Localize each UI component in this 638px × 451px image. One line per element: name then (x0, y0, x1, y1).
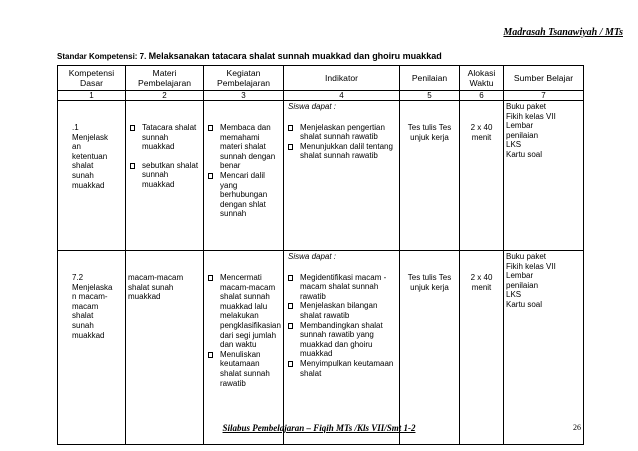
checkbox-icon (130, 125, 135, 131)
indikator-cell (284, 251, 400, 445)
column-number: 1 (58, 91, 126, 101)
kd-cell (58, 101, 126, 251)
list-item: Menuliskan keutamaan shalat sunnah rawatib (206, 350, 281, 388)
alokasi-cell: 2 x 40 menit (460, 251, 504, 445)
list-item: Menyimpulkan keutamaan shalat (286, 359, 397, 378)
column-number: 2 (126, 91, 204, 101)
table-row (58, 101, 584, 251)
sumber-line: penilaian (506, 280, 539, 290)
penilaian-cell: Tes tulis Tes unjuk kerja (400, 101, 460, 251)
checkbox-icon (208, 125, 213, 131)
kd-line: sunah (72, 170, 94, 180)
kd-line: shalat (72, 311, 94, 321)
column-number: 4 (284, 91, 400, 101)
kd-line: an (72, 142, 81, 152)
checkbox-icon (288, 361, 293, 367)
checkbox-icon (288, 303, 293, 309)
header-materi: Materi Pembelajaran (126, 66, 204, 91)
sumber-cell (504, 101, 584, 251)
sumber-line: Buku paket (506, 102, 547, 111)
footer-title: Silabus Pembelajaran – Fiqih MTs /Kls VII/Smt 1-2 (222, 423, 416, 433)
sumber-cell (504, 251, 584, 445)
alokasi-cell: 2 x 40 menit (460, 101, 504, 251)
syllabus-table (57, 65, 584, 445)
standard-text: Melaksanakan tatacara shalat sunnah muakkad dan ghoiru muakkad (148, 51, 442, 61)
kd-line: macam (72, 301, 99, 311)
header-penilaian: Penilaian (400, 66, 460, 91)
sumber-line: Fikih kelas VII (506, 111, 556, 121)
table-header-row (58, 66, 584, 91)
checkbox-icon (288, 144, 293, 150)
sumber-line: Buku paket (506, 252, 547, 261)
kegiatan-cell (204, 101, 284, 251)
sumber-line: Kartu soal (506, 299, 543, 309)
sumber-line: Kartu soal (506, 149, 543, 159)
header-kegiatan: Kegiatan Pembelajaran (204, 66, 284, 91)
header-indikator: Indikator (284, 66, 400, 91)
header-alokasi: Alokasi Waktu (460, 66, 504, 91)
checkbox-icon (288, 125, 293, 131)
column-number: 5 (400, 91, 460, 101)
list-item: Tatacara shalat sunnah muakkad (128, 123, 201, 152)
kd-cell (58, 251, 126, 445)
list-item: sebutkan shalat sunnah muakkad (128, 161, 201, 190)
header-kompetensi: Kompetensi Dasar (58, 66, 126, 91)
kegiatan-cell (204, 251, 284, 445)
sumber-line: LKS (506, 290, 522, 300)
sumber-line: LKS (506, 140, 522, 150)
kd-line: ketentuan (72, 151, 108, 161)
school-header: Madrasah Tsanawiyah / MTs (503, 27, 623, 38)
kd-line: shalat (72, 161, 94, 171)
sumber-line: Fikih kelas VII (506, 261, 556, 271)
list-item: Megidentifikasi macam -macam shalat sunnah rawatib (286, 273, 397, 302)
standard-label: Standar Kompetensi: 7. (57, 52, 147, 61)
checkbox-icon (288, 275, 293, 281)
sumber-line: Lembar (506, 121, 534, 131)
page-number: 26 (573, 423, 581, 432)
kd-line: sunah (72, 320, 94, 330)
indikator-cell (284, 101, 400, 251)
penilaian-cell: Tes tulis Tes unjuk kerja (400, 251, 460, 445)
list-item: Menjelaskan bilangan shalat rawatib (286, 301, 397, 320)
checkbox-icon (208, 275, 213, 281)
kd-line: Menjelaska (72, 282, 113, 292)
list-item: Membandingkan shalat sunnah rawatib yang muakkad dan ghoiru muakkad (286, 321, 397, 359)
list-item: Mencari dalil yang berhubungan dengan shlat sunnah (206, 171, 281, 219)
kd-number: 7.2 (72, 273, 84, 282)
column-number: 3 (204, 91, 284, 101)
materi-cell (126, 101, 204, 251)
checkbox-icon (208, 173, 213, 179)
sumber-line: Lembar (506, 271, 534, 281)
list-item: Mencermati macam-macam shalat sunnah muakkad lalu melakukan pengklasifikasian dari segi jumlah dan waktu (206, 273, 281, 350)
list-item: Menunjukkan dalil tentang shalat sunnah rawatib (286, 142, 397, 161)
kd-line: muakkad (72, 180, 105, 190)
checkbox-icon (130, 163, 135, 169)
kd-line: muakkad (72, 330, 105, 340)
sumber-line: penilaian (506, 130, 539, 140)
list-item: Membaca dan memahami materi shalat sunnah dengan benar (206, 123, 281, 171)
column-number-row (58, 91, 584, 101)
list-item: Menjelaskan pengertian shalat sunnah rawatib (286, 123, 397, 142)
materi-cell: macam-macam shalat sunah muakkad (126, 251, 204, 445)
table-row (58, 251, 584, 445)
checkbox-icon (288, 323, 293, 329)
checkbox-icon (208, 352, 213, 358)
siswa-label: Siswa dapat : (288, 102, 337, 111)
siswa-label: Siswa dapat : (288, 252, 337, 261)
kd-line: n macam- (72, 292, 108, 302)
kd-number: .1 (72, 123, 79, 132)
column-number: 6 (460, 91, 504, 101)
column-number: 7 (504, 91, 584, 101)
header-sumber: Sumber Belajar (504, 66, 584, 91)
kd-line: Menjelask (72, 132, 109, 142)
standard-competency (57, 51, 442, 61)
